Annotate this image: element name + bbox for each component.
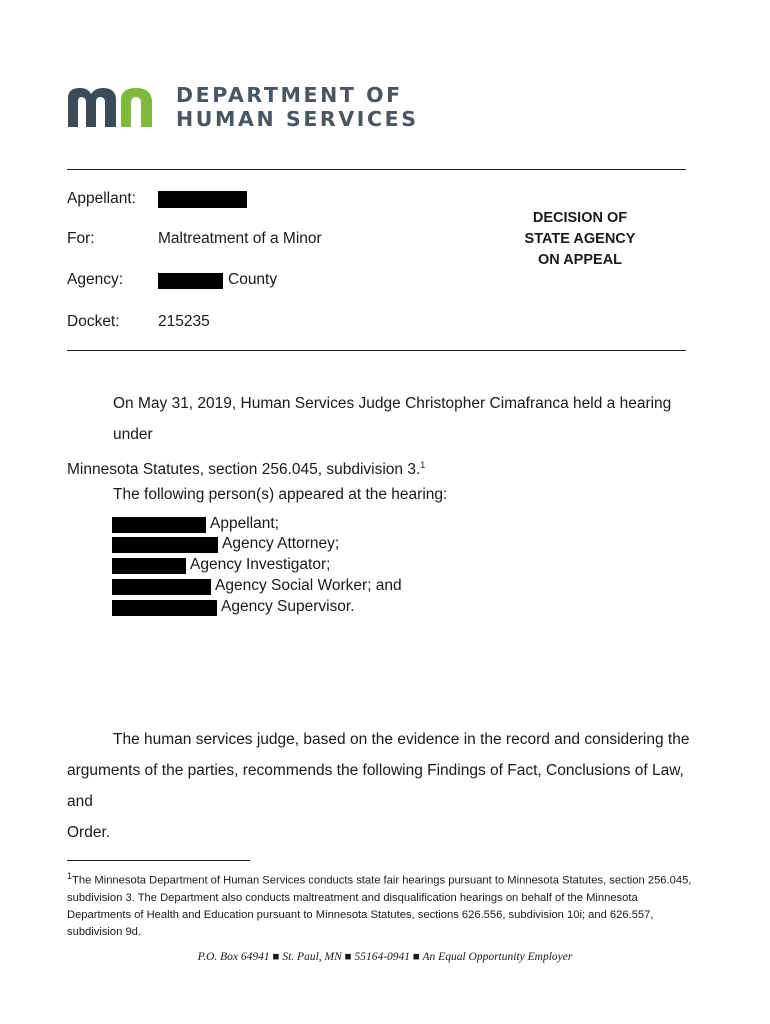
person-role: Agency Attorney;	[222, 535, 340, 552]
redacted-person	[112, 517, 206, 533]
footnote-ref[interactable]: 1	[420, 460, 426, 470]
para1-line2: Minnesota Statutes, section 256.045, subdivision 3.	[67, 461, 421, 479]
person-role: Agency Investigator;	[190, 556, 331, 573]
redacted-appellant	[158, 191, 247, 208]
footnote-rule	[67, 860, 250, 861]
para2-line3: Order.	[67, 824, 111, 841]
docket-label: Docket:	[67, 313, 120, 330]
para2-line2: arguments of the parties, recommends the following Findings of Fact, Conclusions of Law, and	[67, 762, 684, 810]
footnote-marker: 1	[67, 871, 73, 881]
decision-line-3: ON APPEAL	[537, 252, 623, 268]
person-role: Agency Supervisor.	[221, 598, 355, 615]
recommendation-paragraph	[67, 724, 707, 848]
for-value: Maltreatment of a Minor	[158, 230, 322, 247]
redacted-person	[112, 558, 186, 574]
decision-line-1: DECISION OF	[532, 210, 628, 226]
para1-line2-wrap	[67, 450, 707, 485]
dhs-logo	[66, 84, 426, 130]
bottom-rule	[67, 350, 686, 351]
person-role: Appellant;	[210, 515, 279, 532]
logo-line-1: DEPARTMENT OF	[176, 83, 403, 107]
appellant-label: Appellant:	[67, 190, 136, 207]
footnote-text: The Minnesota Department of Human Services conducts state fair hearings pursuant to Minnesota Statutes, section 256.045, subdivision 3. The Department also conducts maltreatment and disqualification hearings on behalf of the Minnesota Departments of Health and Education pursuant to Minnesota Statutes, sections 626.556, subdivision 10i; and 626.557, subdivision 9d.	[67, 874, 692, 938]
para2-line1: The human services judge, based on the evidence in the record and considering the	[113, 731, 690, 748]
hearing-paragraph	[67, 388, 707, 485]
decision-heading	[500, 208, 660, 271]
footnote	[67, 868, 697, 941]
agency-label: Agency:	[67, 271, 124, 288]
docket-value: 215235	[158, 313, 210, 330]
appeared-intro: The following person(s) appeared at the hearing:	[113, 486, 448, 503]
mn-logo-icon	[66, 84, 166, 130]
redacted-agency	[158, 273, 223, 289]
decision-line-2: STATE AGENCY	[524, 231, 636, 247]
for-label: For:	[67, 230, 95, 247]
top-rule	[67, 169, 686, 170]
page-footer: P.O. Box 64941 ■ St. Paul, MN ■ 55164-0941 ■ An Equal Opportunity Employer	[197, 951, 573, 963]
redacted-person	[112, 600, 217, 616]
para1-line1: On May 31, 2019, Human Services Judge Christopher Cimafranca held a hearing under	[113, 395, 672, 443]
logo-wordmark	[176, 83, 436, 131]
redacted-person	[112, 537, 218, 553]
redacted-person	[112, 579, 211, 595]
person-role: Agency Social Worker; and	[215, 577, 402, 594]
agency-value: County	[228, 271, 278, 288]
logo-line-2: HUMAN SERVICES	[176, 107, 419, 131]
